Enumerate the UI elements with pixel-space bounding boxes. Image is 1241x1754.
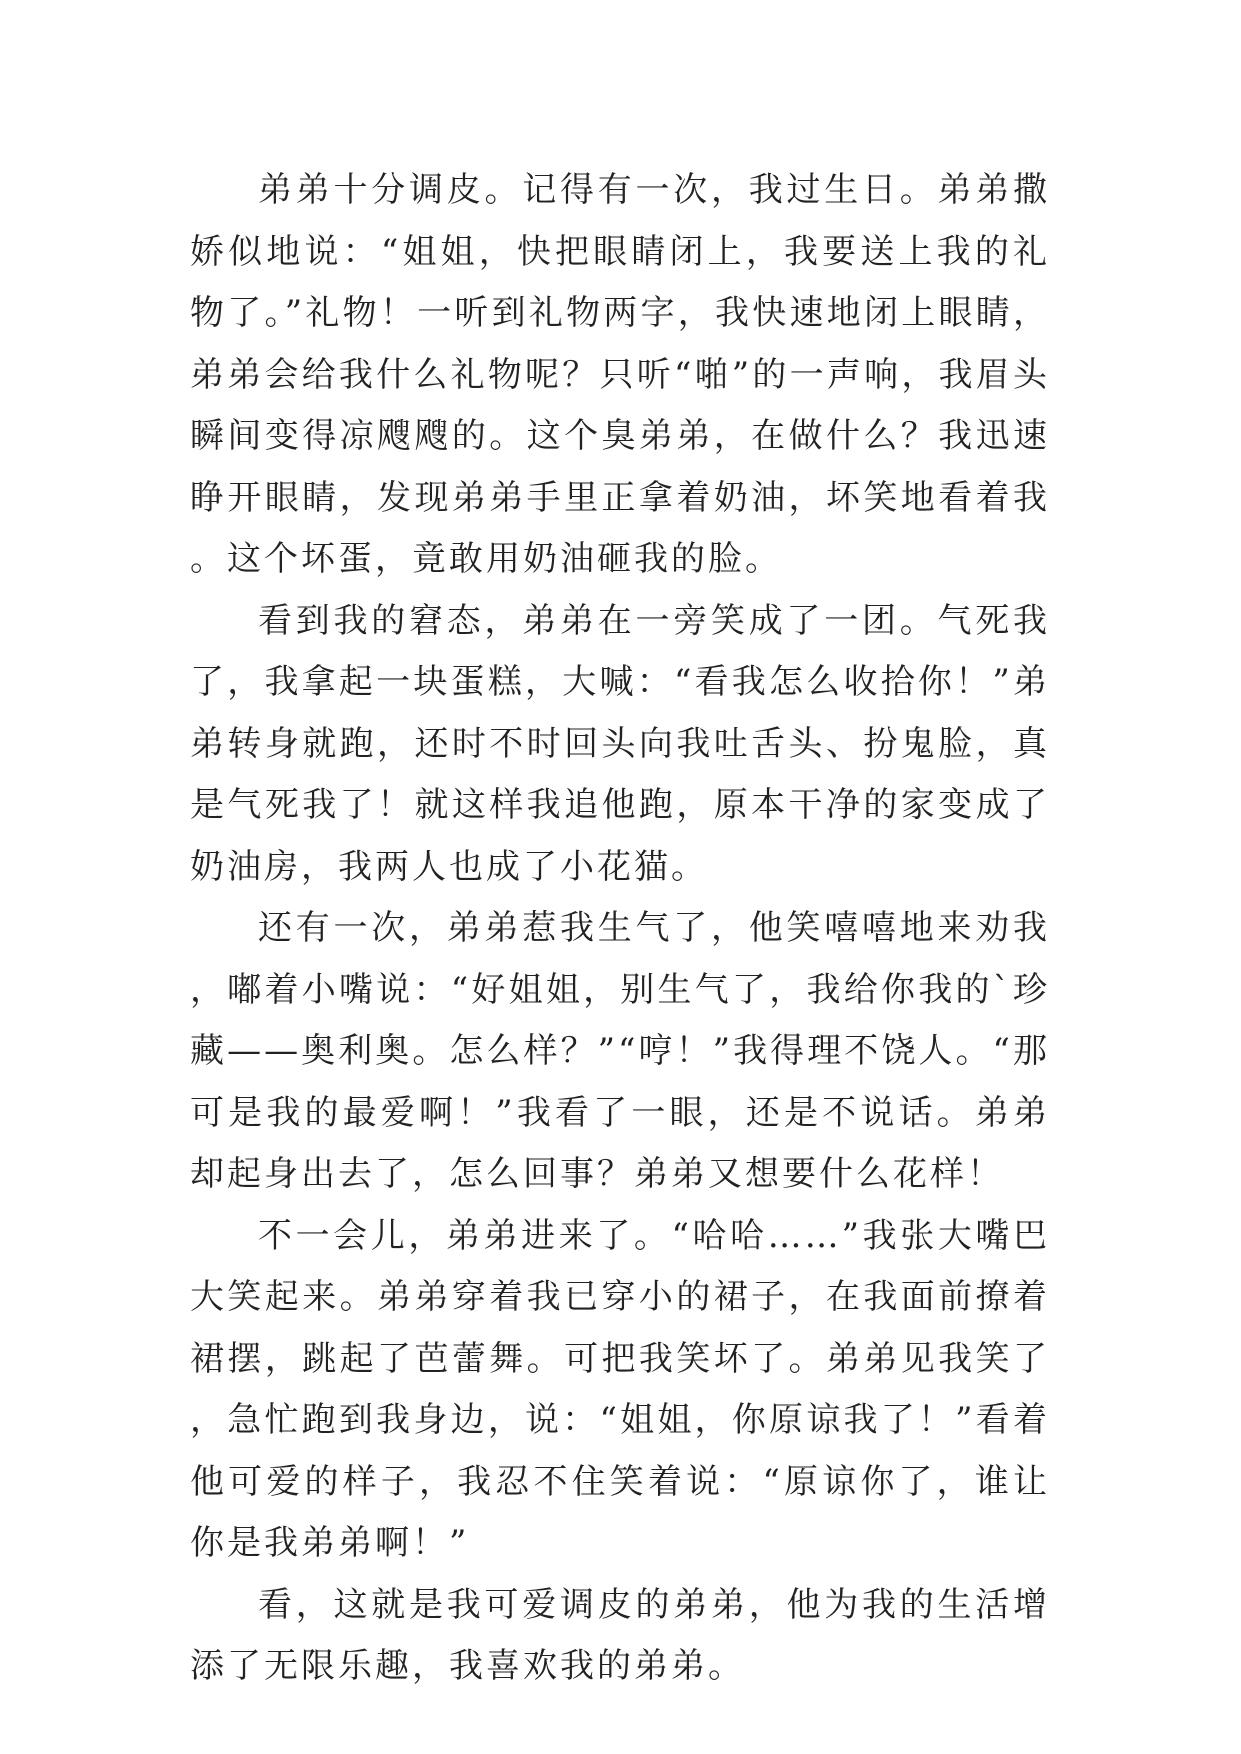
paragraph-5: 看，这就是我可爱调皮的弟弟，他为我的生活增添了无限乐趣，我喜欢我的弟弟。 <box>190 1584 1050 1686</box>
paragraph-4: 不一会儿，弟弟进来了。“哈哈……”我张大嘴巴大笑起来。弟弟穿着我已穿小的裙子，在我面前撩着裙摆，跳起了芭蕾舞。可把我笑坏了。弟弟见我笑了，急忙跑到我身边，说：“姐姐，你原谅我了！”看着他可爱的样子，我忍不住笑着说：“原谅你了，谁让你是我弟弟啊！” <box>190 1215 1050 1563</box>
paragraph-2: 看到我的窘态，弟弟在一旁笑成了一团。气死我了，我拿起一块蛋糕，大喊：“看我怎么收拾你！”弟弟转身就跑，还时不时回头向我吐舌头、扮鬼脸，真是气死我了！就这样我追他跑，原本干净的家变成了奶油房，我两人也成了小花猫。 <box>190 600 1050 887</box>
paragraph-1: 弟弟十分调皮。记得有一次，我过生日。弟弟撒娇似地说：“姐姐，快把眼睛闭上，我要送上我的礼物了。”礼物！一听到礼物两字，我快速地闭上眼睛，弟弟会给我什么礼物呢？只听“啪”的一声响，我眉头瞬间变得凉飕飕的。这个臭弟弟，在做什么？我迅速睁开眼睛，发现弟弟手里正拿着奶油，坏笑地看着我。这个坏蛋，竟敢用奶油砸我的脸。 <box>190 170 1050 579</box>
document-body <box>190 160 1050 1698</box>
paragraph-3: 还有一次，弟弟惹我生气了，他笑嘻嘻地来劝我，嘟着小嘴说：“好姐姐，别生气了，我给你我的`珍藏——奥利奥。怎么样？”“哼！”我得理不饶人。“那可是我的最爱啊！”我看了一眼，还是不说话。弟弟却起身出去了，怎么回事？弟弟又想要什么花样！ <box>190 908 1050 1194</box>
